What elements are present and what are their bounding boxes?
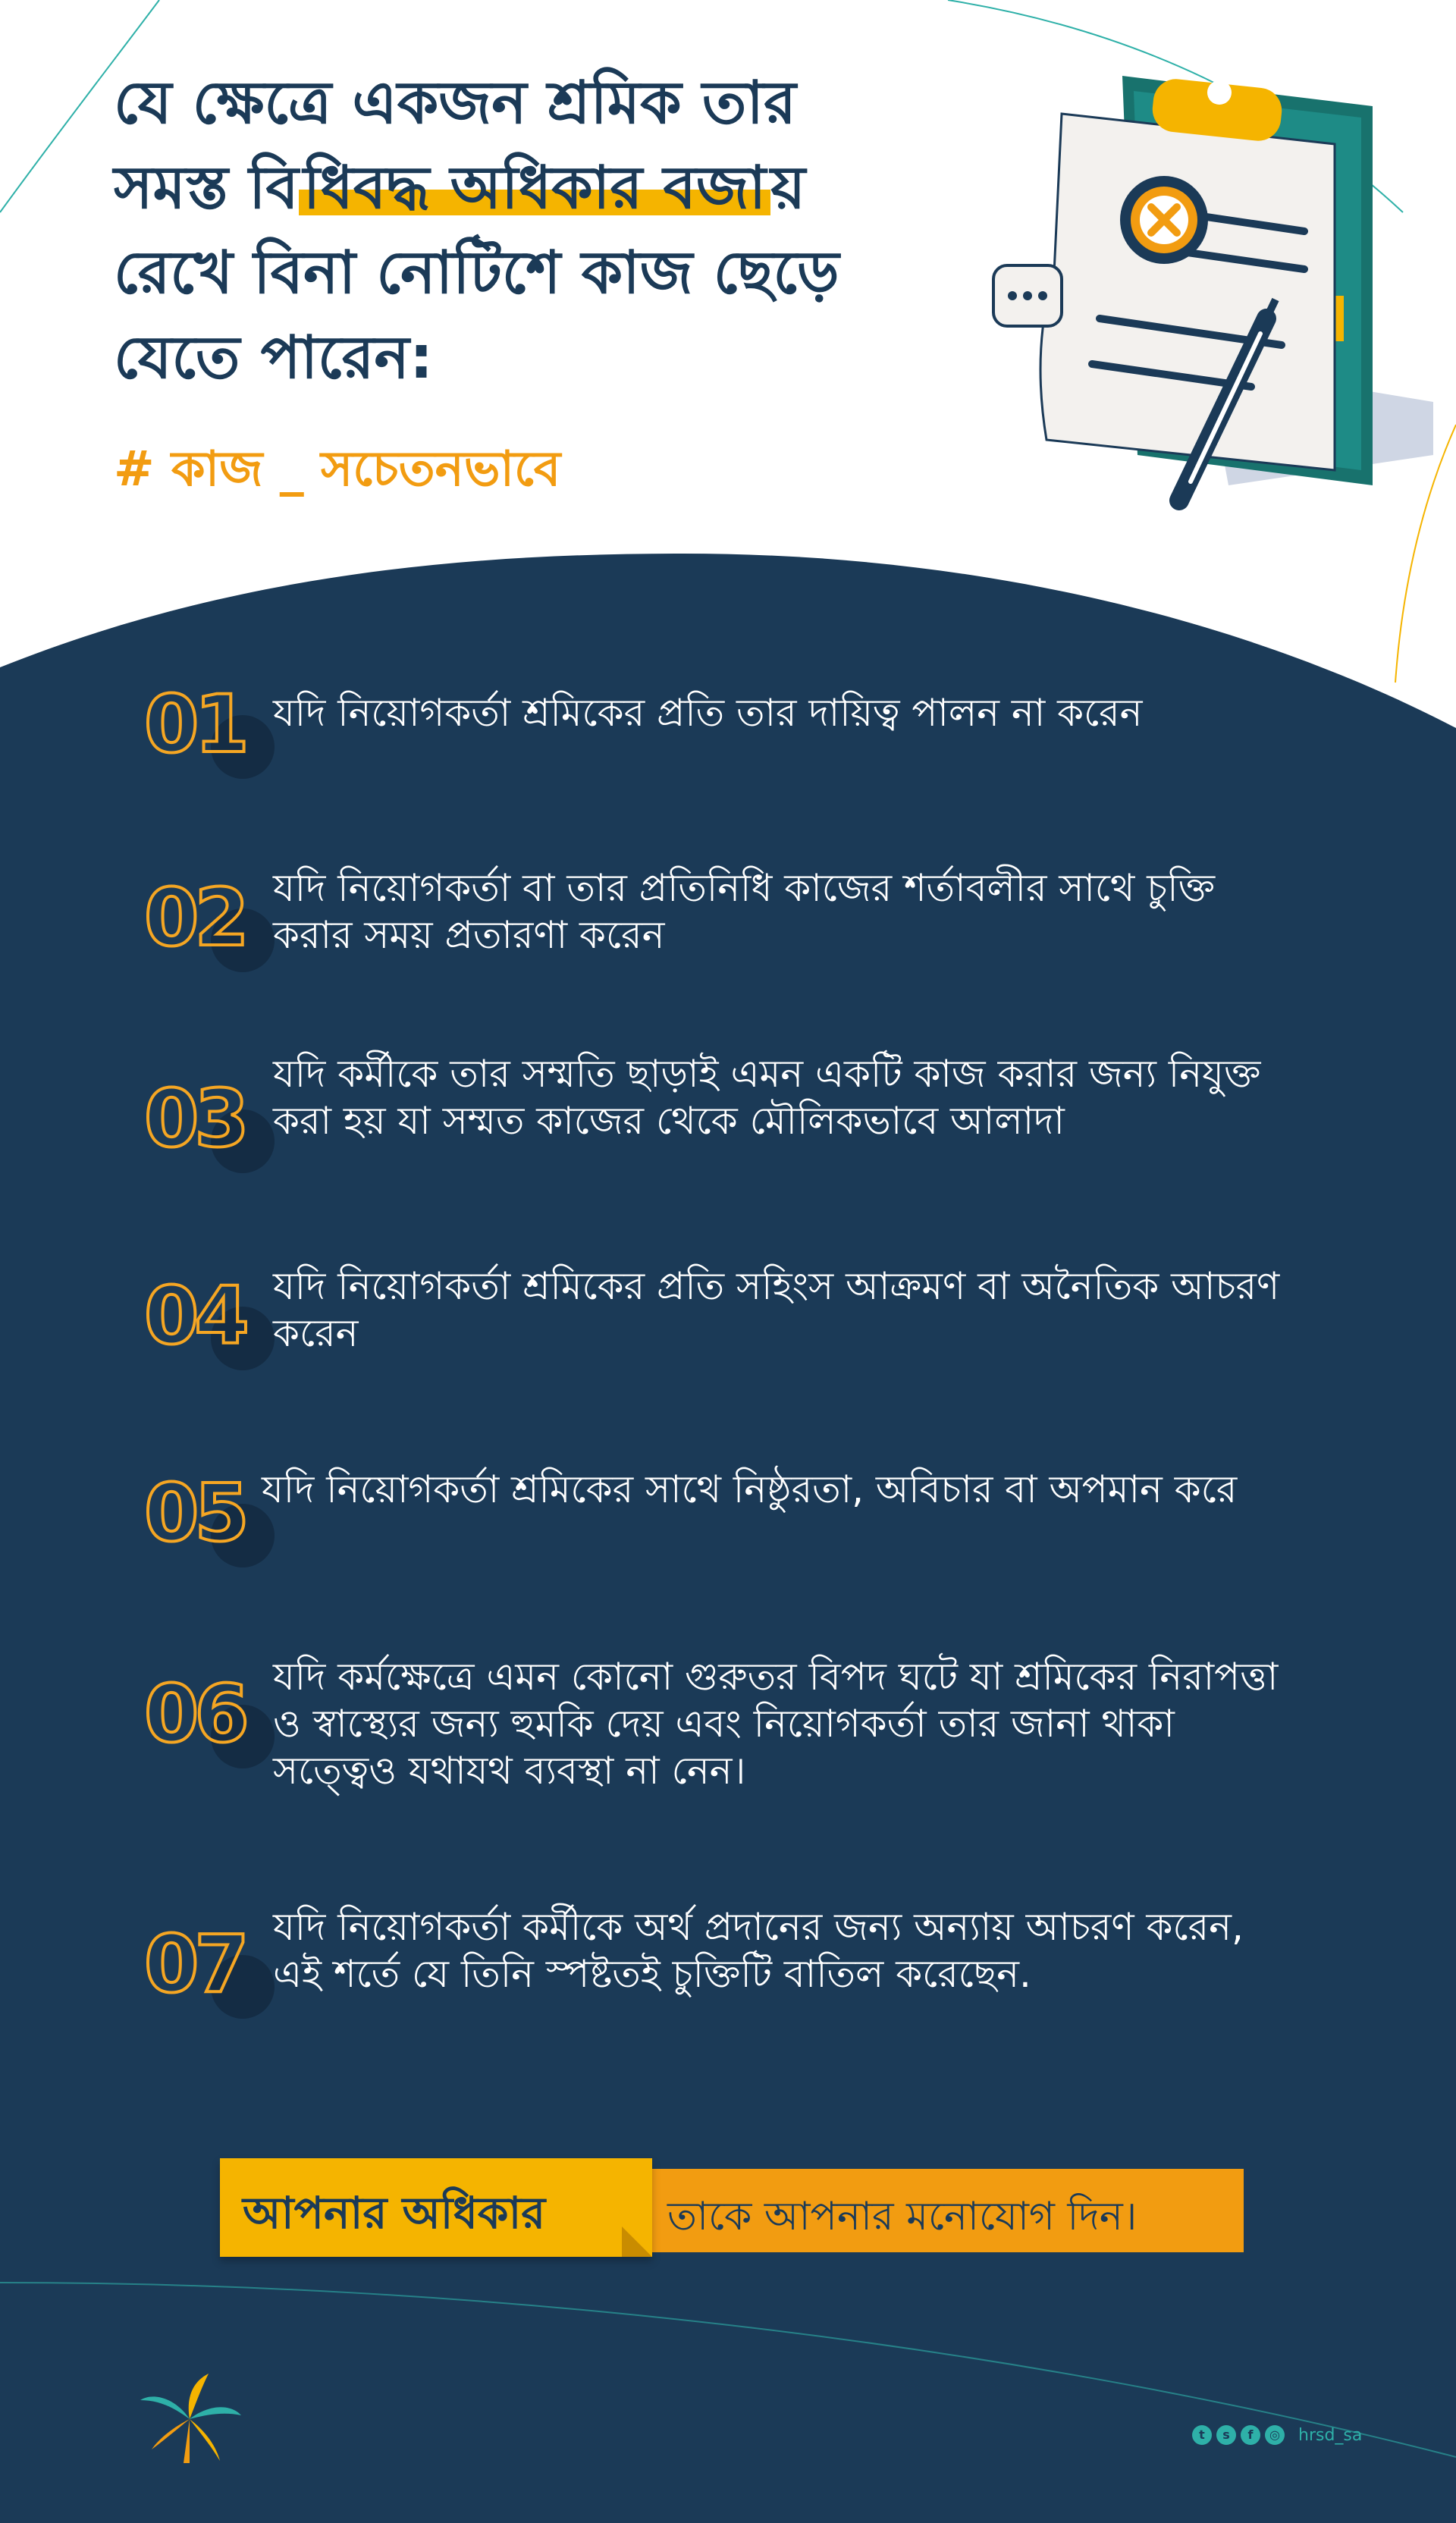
- instagram-icon[interactable]: ◎: [1265, 2425, 1285, 2445]
- snapchat-icon[interactable]: s: [1216, 2425, 1236, 2445]
- page-title: [114, 61, 986, 400]
- title-line-2-post: য়: [770, 154, 806, 222]
- title-line-1: যে ক্ষেত্রে একজন শ্রমিক তার: [114, 69, 796, 137]
- palm-logo-icon: [136, 2374, 243, 2465]
- list-item: [144, 866, 1282, 1024]
- banner-strip: [652, 2169, 1244, 2252]
- item-number: 04: [144, 1269, 245, 1362]
- item-number-badge: [144, 1073, 273, 1179]
- social-handle[interactable]: hrsd_sa: [1298, 2425, 1363, 2445]
- list-item: [144, 1264, 1282, 1422]
- item-text: যদি নিয়োগকর্তা কর্মীকে অর্থ প্রদানের জন্য অন্যায় আচরণ করেন, এই শর্তে যে তিনি স্পষ্টতই চুক্তিটি বাতিল করেছেন.: [273, 1905, 1244, 1996]
- item-number: 01: [144, 678, 245, 770]
- banner-tag-label: আপনার অধিকার: [243, 2187, 546, 2239]
- item-text: যদি কর্মক্ষেত্রে এমন কোনো গুরুতর বিপদ ঘটে যা শ্রমিকের নিরাপত্তা ও স্বাস্থ্যের জন্য হুমকি দেয় এবং নিয়োগকর্তা তার জানা থাকা সত্ত্বেও যথাযথ ব্যবস্থা না নেন।: [273, 1655, 1279, 1793]
- item-text: যদি নিয়োগকর্তা শ্রমিকের প্রতি সহিংস আক্রমণ বা অনৈতিক আচরণ করেন: [273, 1264, 1280, 1355]
- document-icon: [1040, 114, 1335, 470]
- list-item: [144, 1467, 1282, 1619]
- item-number: 03: [144, 1072, 245, 1165]
- rights-banner: [220, 2154, 1244, 2260]
- item-text: যদি কর্মীকে তার সম্মতি ছাড়াই এমন একটি কাজ করার জন্য নিযুক্ত করা হয় যা সম্মত কাজের থেকে মৌলিকভাবে আলাদা: [273, 1052, 1261, 1143]
- clipboard-illustration: [978, 46, 1433, 531]
- item-number: 05: [144, 1467, 245, 1559]
- list-item: [144, 1905, 1282, 2070]
- title-highlight: ধিবদ্ধ অধিকার বজা: [299, 154, 770, 222]
- chat-bubble-icon: [993, 265, 1062, 326]
- hashtag: # কাজ _ সচেতনভাবে: [114, 441, 561, 497]
- item-number-badge: [144, 1270, 273, 1376]
- twitter-icon[interactable]: t: [1192, 2425, 1212, 2445]
- title-line-4: যেতে পারেন:: [114, 324, 434, 392]
- banner-message: তাকে আপনার মনোযোগ দিন।: [667, 2194, 1138, 2239]
- cancel-x-icon: [1120, 176, 1208, 264]
- item-number-badge: [144, 1919, 273, 2025]
- item-number: 07: [144, 1918, 245, 2010]
- item-number-badge: [144, 679, 273, 785]
- item-text: যদি নিয়োগকর্তা শ্রমিকের সাথে নিষ্ঠুরতা, অবিচার বা অপমান করে: [262, 1467, 1238, 1511]
- item-text: যদি নিয়োগকর্তা বা তার প্রতিনিধি কাজের শর্তাবলীর সাথে চুক্তি করার সময় প্রতারণা করেন: [273, 866, 1216, 957]
- title-line-3: রেখে বিনা নোটিশে কাজ ছেড়ে: [114, 239, 839, 307]
- item-number-badge: [144, 1467, 273, 1574]
- title-line-2-pre: সমস্ত বি: [114, 154, 299, 222]
- item-number: 06: [144, 1668, 245, 1760]
- list-item: [144, 1655, 1282, 1820]
- item-number: 02: [144, 871, 245, 964]
- social-links: [1192, 2424, 1362, 2446]
- list-item: [144, 1052, 1282, 1225]
- banner-tag: [220, 2158, 652, 2257]
- facebook-icon[interactable]: f: [1241, 2425, 1260, 2445]
- item-number-badge: [144, 1668, 273, 1775]
- list-item: [144, 679, 1282, 830]
- item-text: যদি নিয়োগকর্তা শ্রমিকের প্রতি তার দায়িত্ব পালন না করেন: [273, 691, 1143, 735]
- item-number-badge: [144, 872, 273, 978]
- page-curl: [622, 2226, 652, 2257]
